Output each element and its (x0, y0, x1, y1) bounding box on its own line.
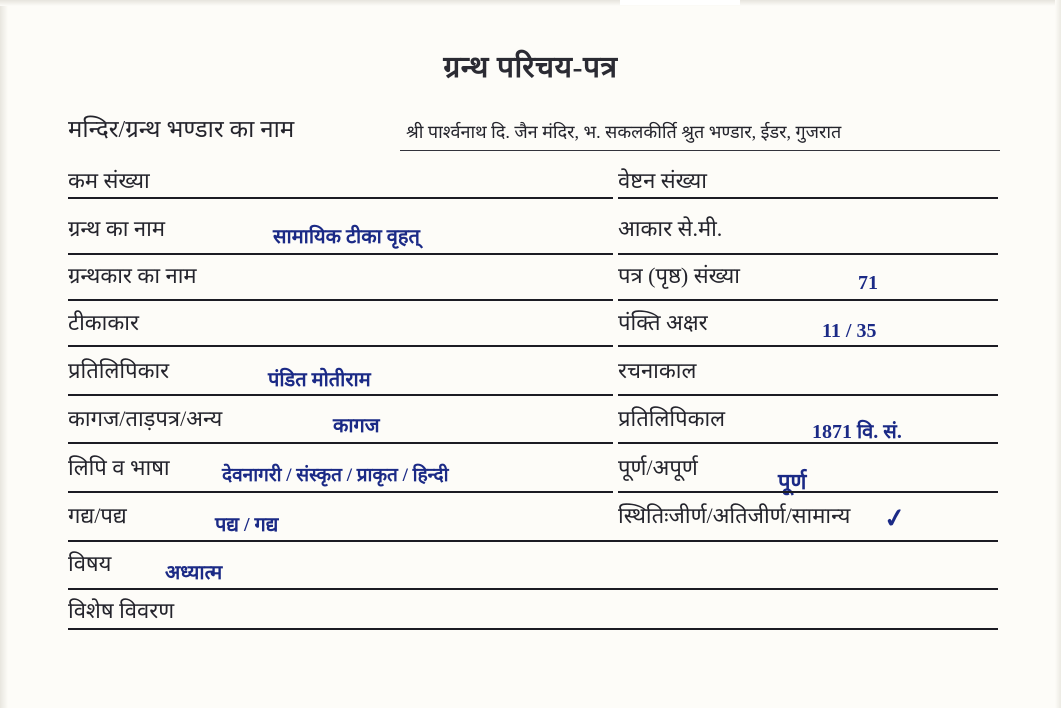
left-value-7: पद्य / गद्य (215, 514, 279, 536)
right-label-3: पंक्ति अक्षर (618, 310, 708, 335)
left-value-1: सामायिक टीका वृहत् (273, 226, 420, 248)
left-label-1: ग्रन्थ का नाम (68, 216, 165, 241)
rule-right-6 (618, 491, 998, 493)
rule-left-1 (68, 253, 613, 255)
left-label-6: लिपि व भाषा (68, 455, 170, 480)
rule-left-0 (68, 197, 613, 199)
left-label-8: विषय (68, 551, 112, 576)
left-label-7: गद्य/पद्य (68, 503, 127, 528)
rule-left-6 (68, 491, 613, 493)
rule-left-4 (68, 394, 613, 396)
left-value-4: पंडित मोतीराम (268, 369, 371, 391)
right-value-3: 11 / 35 (822, 320, 877, 342)
rule-right-4 (618, 394, 998, 396)
left-label-9: विशेष विवरण (68, 598, 175, 623)
right-value-6: पूर्ण (778, 469, 807, 494)
right-label-5: प्रतिलिपिकाल (618, 406, 726, 431)
left-label-2: ग्रन्थकार का नाम (68, 263, 197, 288)
left-label-3: टीकाकार (68, 310, 139, 335)
rule-right-0 (618, 197, 998, 199)
right-value-2: 71 (858, 272, 878, 294)
rule-left-8 (68, 588, 998, 590)
temple-name-value: श्री पार्श्वनाथ दि. जैन मंदिर, भ. सकलकीर्ति श्रुत भण्डार, ईडर, गुजरात (406, 122, 842, 142)
left-label-4: प्रतिलिपिकार (68, 358, 170, 383)
right-label-6: पूर्ण/अपूर्ण (618, 455, 698, 480)
rule-right-5 (618, 442, 998, 444)
rule-right-1 (618, 253, 998, 255)
left-label-0: कम संख्या (68, 168, 150, 193)
left-value-6: देवनागरी / संस्कृत / प्राकृत / हिन्दी (222, 465, 449, 486)
right-label-1: आकार से.मी. (618, 216, 723, 241)
left-value-5: कागज (333, 415, 380, 437)
rule-right-3 (618, 345, 998, 347)
page-title: ग्रन्थ परिचय-पत्र (443, 51, 618, 84)
right-value-5: 1871 वि. सं. (812, 421, 902, 443)
temple-name-label: मन्दिर/ग्रन्थ भण्डार का नाम (68, 117, 295, 143)
right-label-2: पत्र (पृष्ठ) संख्या (618, 263, 740, 288)
rule-left-5 (68, 442, 613, 444)
left-label-5: कागज/ताड़पत्र/अन्य (68, 406, 223, 431)
rule-left-3 (68, 345, 613, 347)
rule-left-9 (68, 628, 998, 630)
rule-left-2 (68, 299, 613, 301)
status-tick-mark: ✓ (881, 501, 908, 535)
rule-left-7 (68, 540, 998, 542)
left-value-8: अध्यात्म (165, 562, 223, 584)
right-label-4: रचनाकाल (618, 358, 697, 383)
rule-header (400, 150, 1000, 151)
rule-right-2 (618, 299, 998, 301)
right-label-7: स्थितिःजीर्ण/अतिजीर्ण/सामान्य (618, 503, 851, 528)
right-label-0: वेष्टन संख्या (618, 168, 707, 193)
